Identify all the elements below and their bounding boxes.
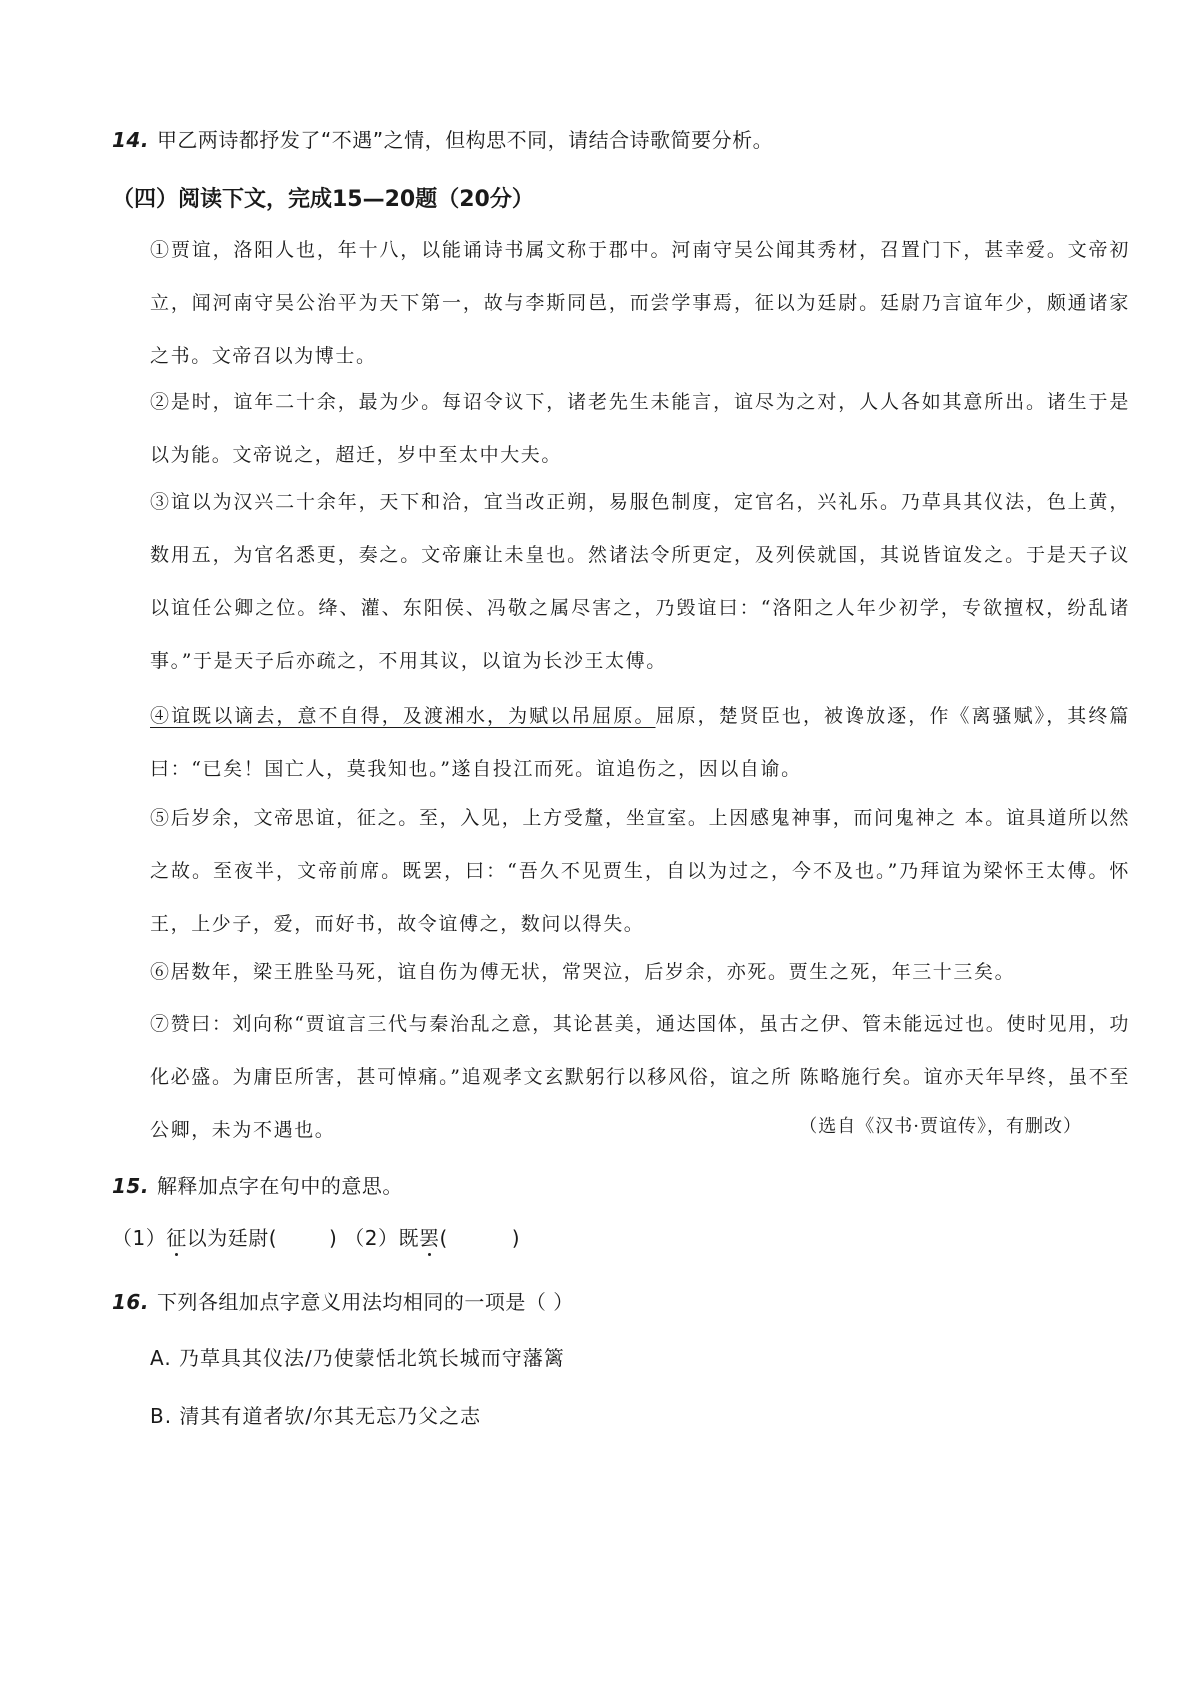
underlined-sentence: ④谊既以谪去，意不自得，及渡湘水，为赋以吊屈原。 [150,705,656,727]
question-number: 16. [112,1290,149,1314]
question-15-items [112,1222,520,1251]
question-number: 15. [112,1174,149,1198]
question-15 [112,1170,403,1199]
question-text: 甲乙两诗都抒发了“不遇”之情，但构思不同，请结合诗歌简要分析。 [156,128,774,152]
item-2-close: ) [511,1226,521,1250]
question-16 [112,1286,574,1315]
section-heading: （四）阅读下文，完成15—20题（20分） [112,187,534,212]
item-1-close: ) [329,1226,338,1250]
passage-paragraph-2: ②是时，谊年二十余，最为少。每诏令议下，诸老先生未能言，谊尽为之对，人人各如其意所出。诸生于是以为能。文帝说之，超迁，岁中至太中大夫。 [150,391,1130,466]
passage-paragraph-3: ③谊以为汉兴二十余年，天下和洽，宜当改正朔，易服色制度，定官名，兴礼乐。乃草具其仪法，色上黄，数用五，为官名悉更，奏之。文帝廉让未皇也。然诸法令所更定，及列侯就国，其说皆谊发之。于是天子议以谊任公卿之位。绛、灌、东阳侯、冯敬之属尽害之，乃毁谊曰：“洛阳之人年少初学，专欲擅权，纷乱诸事。”于是天子后亦疏之，不用其议，以谊为长沙王太傅。 [150,491,1130,672]
passage-paragraph-5: ⑤后岁余，文帝思谊，征之。至，入见，上方受釐，坐宣室。上因感鬼神事，而问鬼神之 本。谊具道所以然之故。至夜半，文帝前席。既罢，曰：“吾久不见贾生，自以为过之，今不及也。”乃拜谊为梁怀王太傅。怀王，上少子，爱，而好书，故令谊傅之，数问以得失。 [150,807,1130,935]
item-2-text: ( [439,1226,448,1250]
passage-paragraph-4 [112,690,1130,796]
question-text: 解释加点字在句中的意思。 [156,1174,403,1198]
source-citation: （选自《汉书·贾谊传》，有删改） [799,1116,1082,1137]
question-text: 下列各组加点字意义用法均相同的一项是（ ） [156,1290,574,1314]
option-b[interactable]: B. 清其有道者欤/尔其无忘乃父之志 [150,1404,482,1428]
item-2-label: （2）既 [344,1226,419,1250]
paragraph-text: 屈原，楚贤臣也，被谗放逐，作《离骚赋》，其终篇曰：“已矣！国亡人，莫我知也。”遂自投江而死。谊追伤之，因以自谕。 [150,705,1130,780]
question-14 [112,124,773,153]
dotted-character: 罢 [418,1226,440,1250]
item-1-label: （1） [112,1226,167,1250]
item-1-text: 以为廷尉( [186,1226,278,1250]
passage-paragraph-1: ①贾谊，洛阳人也，年十八，以能诵诗书属文称于郡中。河南守吴公闻其秀材，召置门下，甚幸爱。文帝初立，闻河南守吴公治平为天下第一，故与李斯同邑，而尝学事焉，征以为廷尉。廷尉乃言谊年少，颇通诸家之书。文帝召以为博士。 [150,239,1130,367]
passage-paragraph-7: ⑦赞曰：刘向称“贾谊言三代与秦治乱之意，其论甚美，通达国体，虽古之伊、管未能远过也。使时见用，功化必盛。为庸臣所害，甚可悼痛。”追观孝文玄默躬行以移风俗，谊之所 陈略施行矣。谊亦天年早终，虽不至公卿，未为不遇也。 [150,1013,1130,1141]
option-a[interactable]: A. 乃草具其仪法/乃使蒙恬北筑长城而守藩篱 [150,1346,565,1370]
passage-paragraph-6: ⑥居数年，梁王胜坠马死，谊自伤为傅无状，常哭泣，后岁余，亦死。贾生之死，年三十三矣。 [150,961,1016,983]
question-number: 14. [112,128,149,152]
dotted-character: 征 [166,1226,187,1250]
